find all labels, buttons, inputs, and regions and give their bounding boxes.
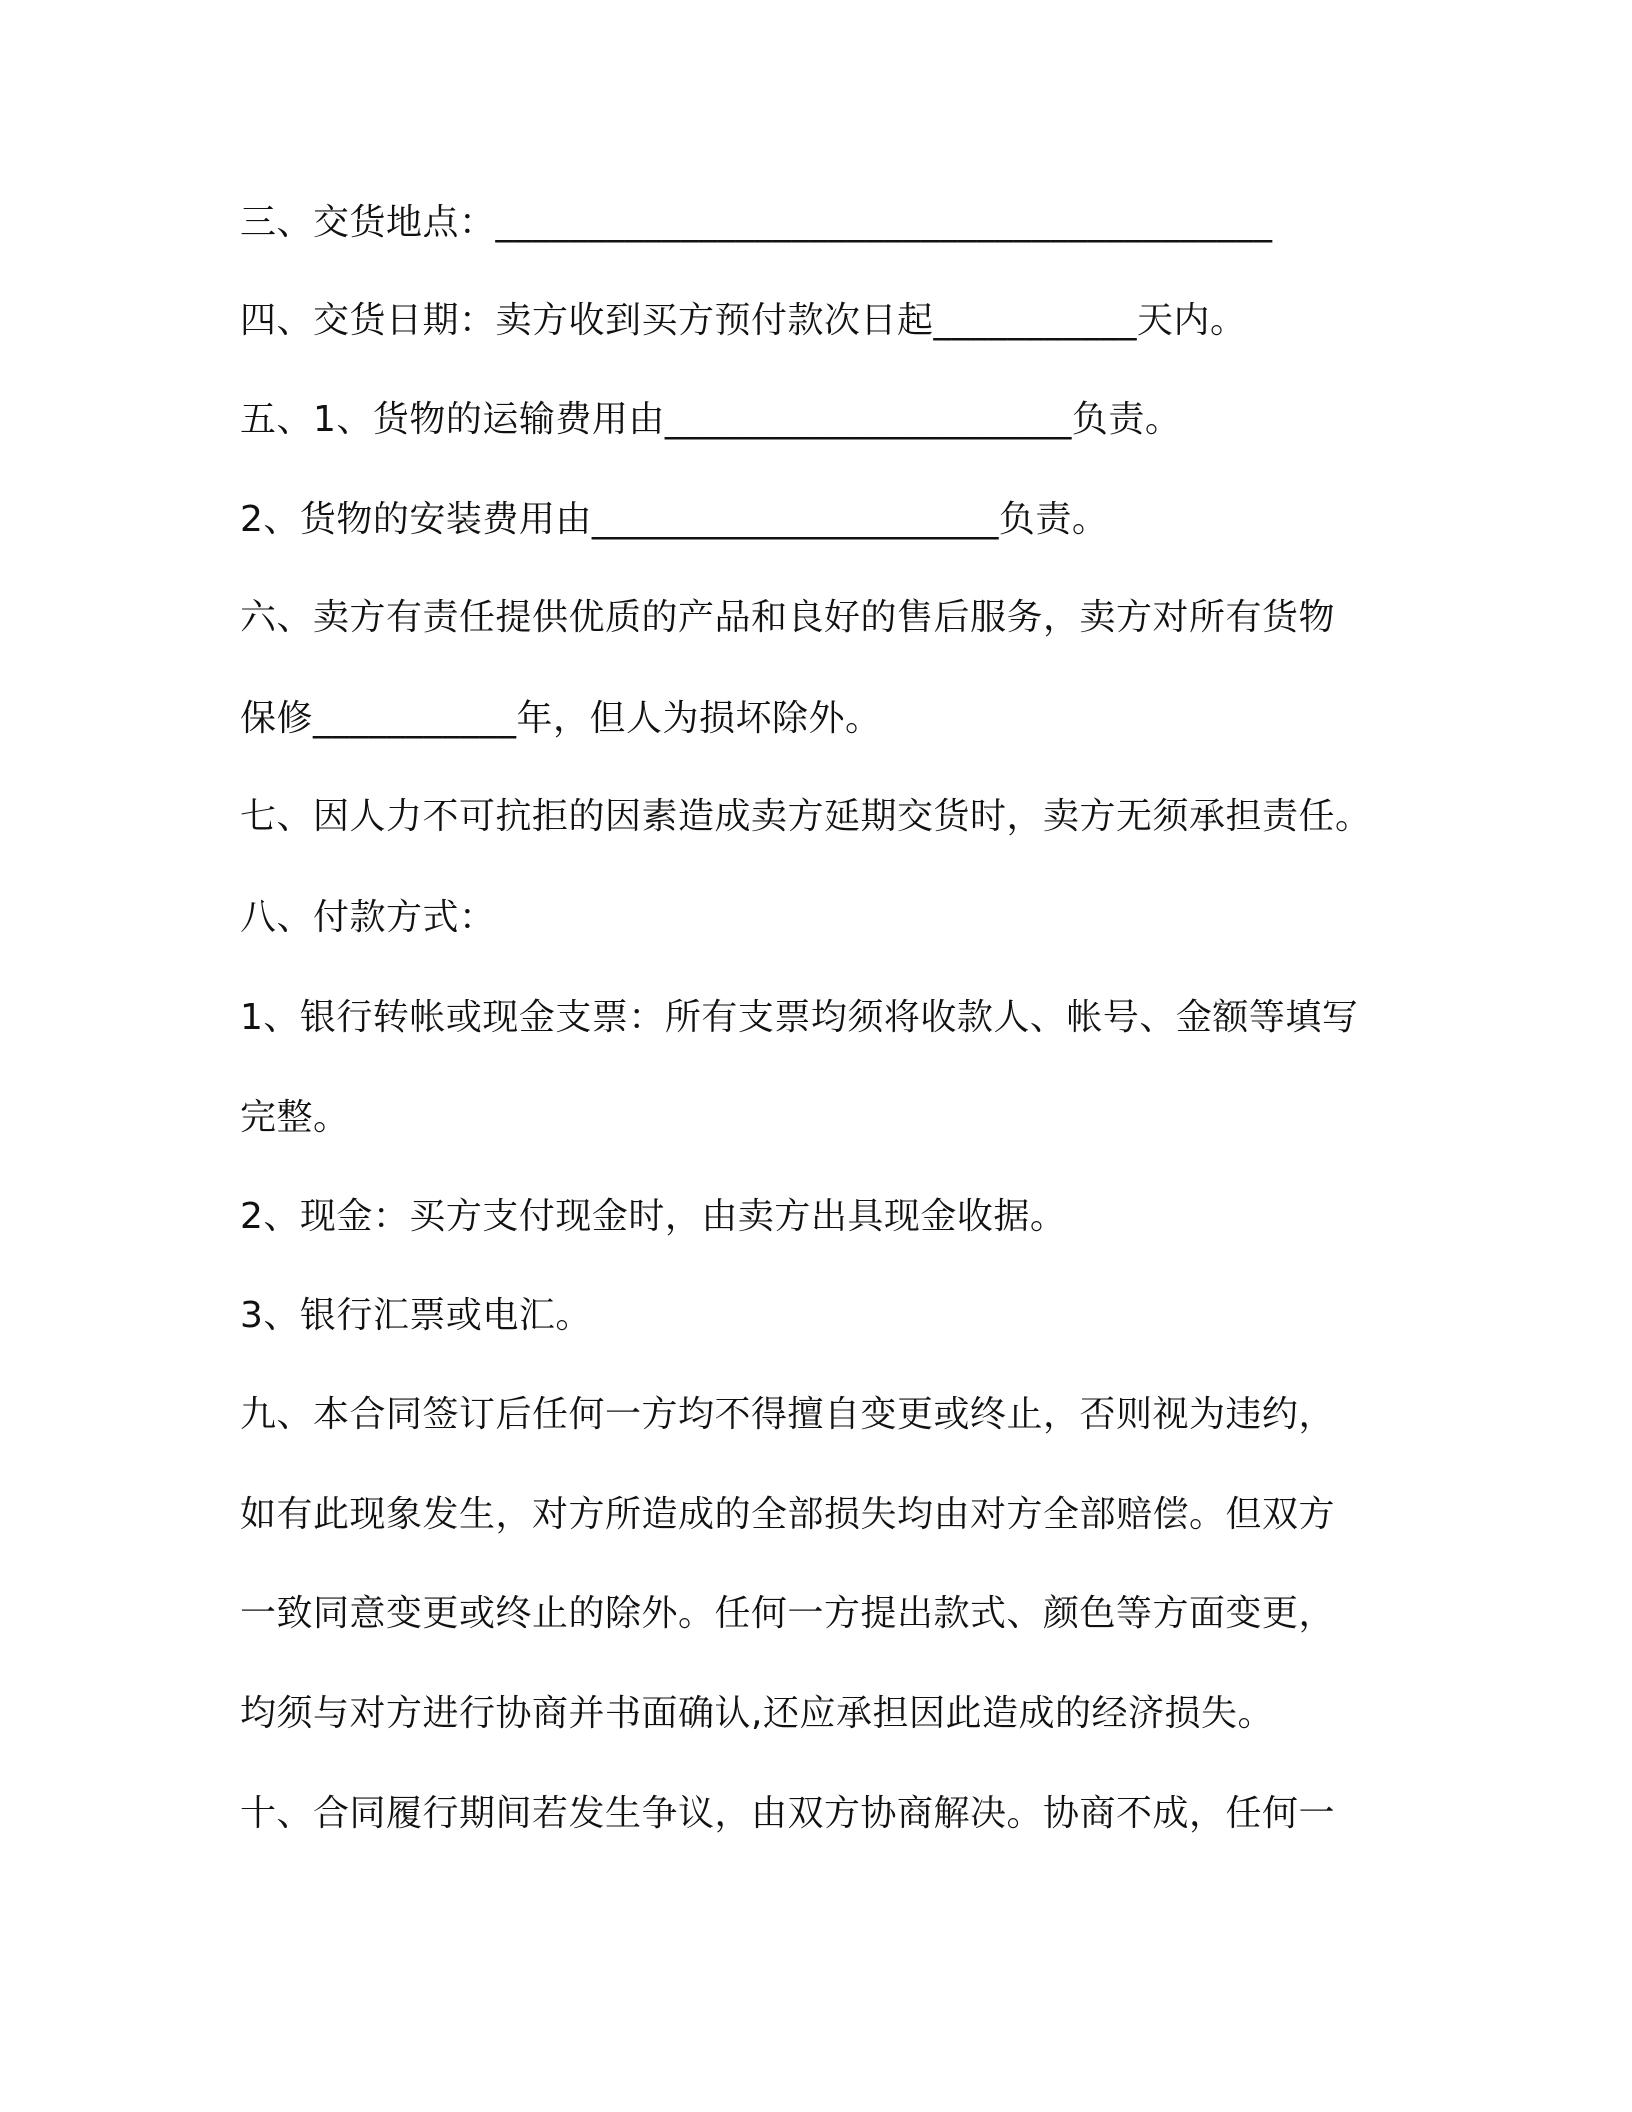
clause-8-1-line-1: 1、银行转帐或现金支票：所有支票均须将收款人、帐号、金额等填写 xyxy=(240,997,1359,1038)
clause-5-2-installation-cost: 2、货物的安装费用由______________________负责。 xyxy=(240,499,1109,540)
clause-10-line-1: 十、合同履行期间若发生争议，由双方协商解决。协商不成，任何一 xyxy=(240,1793,1336,1834)
clause-8-payment-heading: 八、付款方式： xyxy=(240,897,496,938)
clause-9-line-3: 一致同意变更或终止的除外。任何一方提出款式、颜色等方面变更， xyxy=(240,1593,1336,1634)
clause-6-line-1: 六、卖方有责任提供优质的产品和良好的售后服务，卖方对所有货物 xyxy=(240,597,1336,638)
clause-8-1-line-2: 完整。 xyxy=(240,1097,350,1138)
clause-8-2-cash: 2、现金：买方支付现金时，由卖方出具现金收据。 xyxy=(240,1196,1067,1237)
clause-8-3-bank-draft: 3、银行汇票或电汇。 xyxy=(240,1295,592,1336)
clause-9-line-1: 九、本合同签订后任何一方均不得擅自变更或终止，否则视为违约， xyxy=(240,1394,1336,1435)
clause-5-1-transport-cost: 五、1、货物的运输费用由______________________负责。 xyxy=(240,399,1182,440)
clause-3-delivery-location: 三、交货地点：__________________________________________ xyxy=(240,202,1273,243)
clause-9-line-4: 均须与对方进行协商并书面确认,还应承担因此造成的经济损失。 xyxy=(240,1693,1274,1734)
clause-9-line-2: 如有此现象发生，对方所造成的全部损失均由对方全部赔偿。但双方 xyxy=(240,1494,1336,1535)
clause-7-force-majeure: 七、因人力不可抗拒的因素造成卖方延期交货时，卖方无须承担责任。 xyxy=(240,796,1372,837)
clause-4-delivery-date: 四、交货日期：卖方收到买方预付款次日起___________天内。 xyxy=(240,300,1247,341)
clause-6-line-2: 保修___________年，但人为损坏除外。 xyxy=(240,698,882,739)
